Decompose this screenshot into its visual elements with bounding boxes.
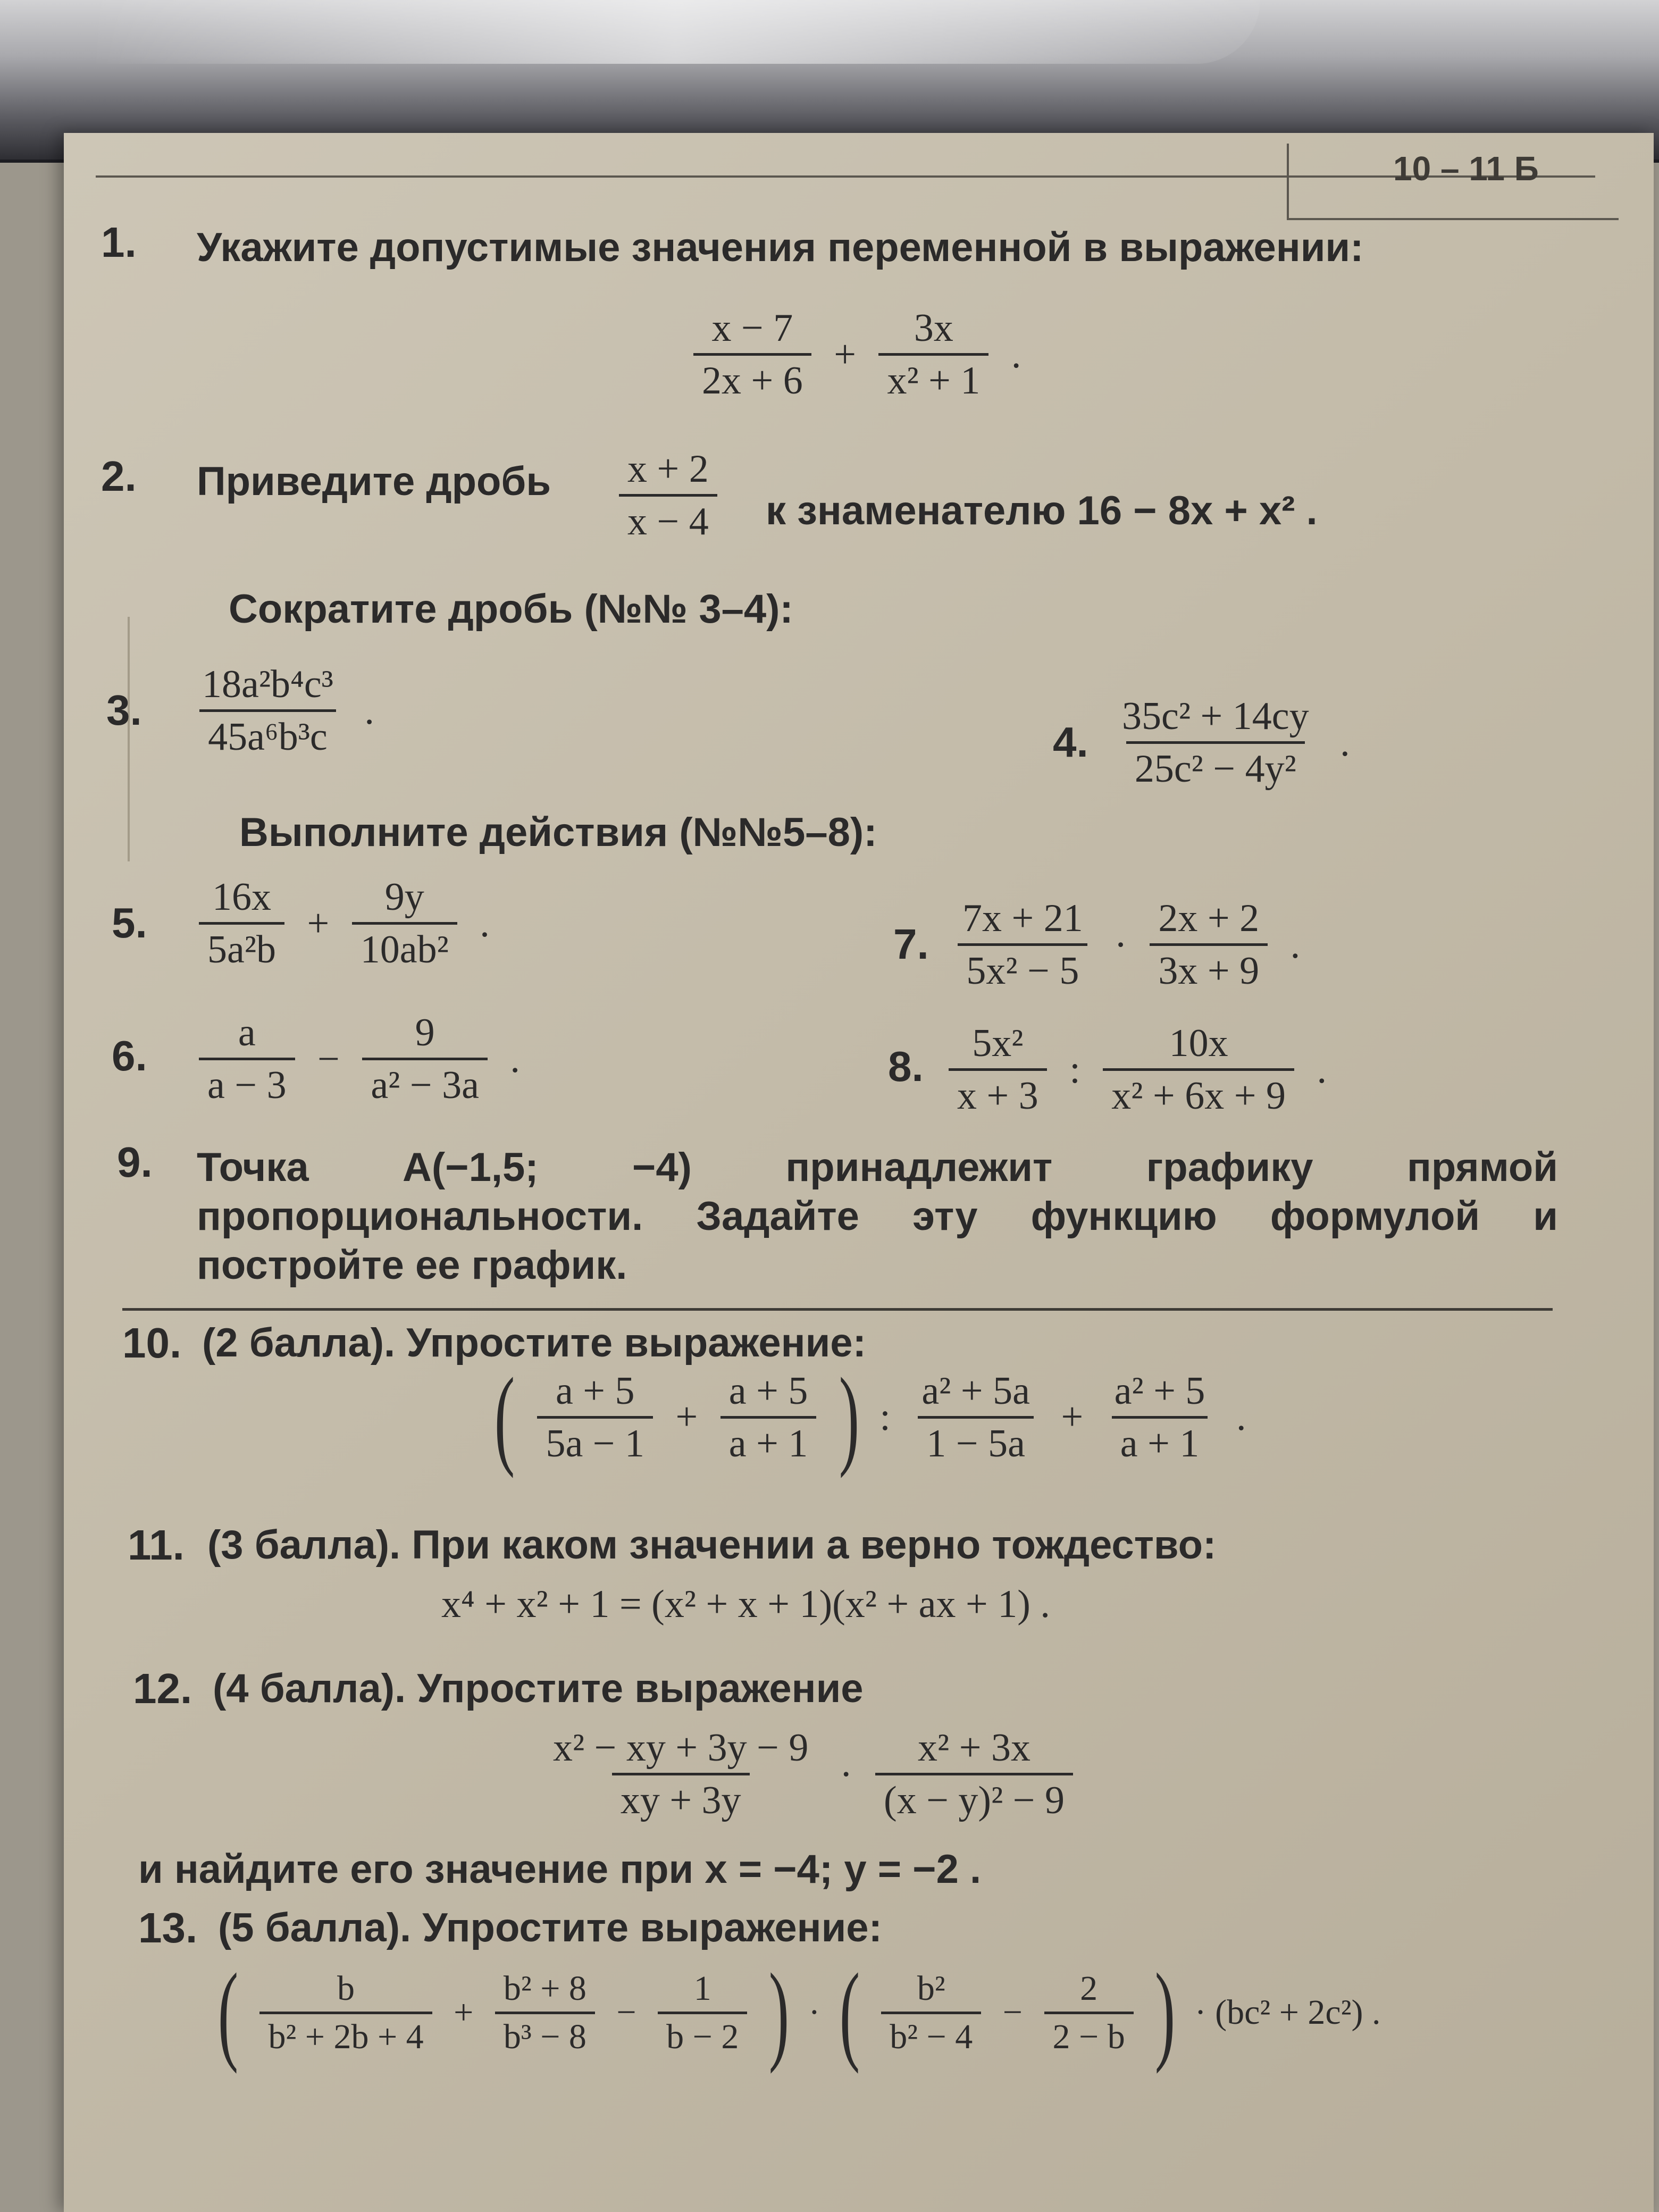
side-rule — [128, 617, 130, 861]
task-10-text: (2 балла). Упростите выражение: — [202, 1320, 866, 1365]
task-6-number: 6. — [112, 1032, 147, 1079]
task-1-text: Укажите допустимые значения переменной в выражении: — [197, 225, 1364, 270]
task-7-number: 7. — [893, 920, 929, 968]
task-11-text: (3 балла). При каком значении a верно тождество: — [207, 1522, 1217, 1568]
fraction: $\frac{2}{2 - b}$ — [1044, 1971, 1134, 2055]
fraction: $\frac{\text{5x²}}{x + 3}$ — [949, 1024, 1047, 1116]
task-12-number: 12. — [133, 1665, 192, 1712]
section-actions-heading: Выполните действия (№№5–8): — [239, 810, 877, 855]
task-8-expression: $\frac{\text{5x²}}{x + 3}$ : $\frac{10x}{\text{x² + 6x + 9}}$ . — [941, 1024, 1332, 1116]
task-12-expression: $\frac{\text{x² − xy + 3y − 9}}{xy + 3y}$ · $\frac{\text{x² + 3x}}{\text{(x − y)² − 9}}$ — [537, 1728, 1080, 1820]
task-7-expression: $\frac{7x + 21}{\text{5x² − 5}}$ · $\frac{2x + 2}{3x + 9}$ . — [946, 899, 1305, 991]
section-divider — [122, 1308, 1553, 1311]
task-5-expression: $\frac{16x}{\text{5a²b}}$ + $\frac{9y}{\text{10ab²}}$ . — [191, 877, 495, 969]
task-12-tail: и найдите его значение при x = −4; y = −2 . — [138, 1847, 982, 1892]
fraction: $\frac{\text{x² + 3x}}{\text{(x − y)² − 9}}$ — [875, 1728, 1073, 1820]
fraction: $\frac{a + 5}{5a - 1}$ — [537, 1371, 653, 1463]
task-2-fraction — [611, 449, 725, 541]
task-5-number: 5. — [112, 899, 147, 946]
cover-sheen — [90, 0, 1260, 64]
fraction: $\frac{16x}{\text{5a²b}}$ — [199, 877, 284, 969]
corner-label: 10 – 11 Б — [1393, 149, 1539, 188]
task-9-number: 9. — [117, 1138, 153, 1186]
task-3-number: 3. — [106, 686, 142, 734]
task-13-expression: ( $\frac{b}{\text{b² + 2b + 4}}$ + $\frac{\text{b² + 8}}{\text{b³ − 8}}$ − $\frac{1}{b - 2}$ ) · ( $\frac{\text{b²}}{\text{b² − 4}}$ − $\frac{2}{2 - b}$ ) · (bc² + 2c²) . — [217, 1951, 1381, 2074]
task-13-text: (5 балла). Упростите выражение: — [218, 1905, 882, 1950]
fraction: $\frac{\text{a² + 5}}{a + 1}$ — [1106, 1371, 1214, 1463]
task-4-number: 4. — [1053, 718, 1088, 766]
task-2-text-a: Приведите дробь — [197, 459, 551, 504]
fraction: $\frac{\text{b²}}{\text{b² − 4}}$ — [881, 1971, 981, 2055]
fraction: $\frac{x + 2}{x - 4}$ — [619, 449, 717, 541]
task-11-number: 11. — [128, 1521, 185, 1569]
fraction: $\frac{x - 7}{2x + 6}$ — [693, 308, 811, 400]
task-2-number: 2. — [101, 453, 137, 500]
task-8-number: 8. — [888, 1043, 924, 1090]
task-1-number: 1. — [101, 219, 137, 266]
fraction: $\frac{1}{b - 2}$ — [658, 1971, 747, 2055]
fraction: $\frac{\text{b² + 8}}{\text{b³ − 8}}$ — [495, 1971, 595, 2055]
fraction: $\frac{3x}{\text{x² + 1}}$ — [878, 308, 988, 400]
fraction: $\frac{\text{35c² + 14cy}}{\text{25c² − 4y²}}$ — [1122, 694, 1309, 791]
fraction: $\frac{2x + 2}{3x + 9}$ — [1150, 899, 1268, 991]
task-11-formula: x⁴ + x² + 1 = (x² + x + 1)(x² + ax + 1) . — [441, 1582, 1050, 1626]
fraction: $\frac{\text{18a²b⁴c³}}{\text{45a⁶b³c}}$ — [194, 665, 342, 757]
fraction: $\frac{a + 5}{a + 1}$ — [720, 1371, 817, 1463]
task-4-expression: $\frac{\text{35c² + 14cy}}{\text{25c² − 4y²}}$ . — [1106, 697, 1355, 789]
fraction: $\frac{10x}{\text{x² + 6x + 9}}$ — [1103, 1024, 1294, 1116]
section-reduce-heading: Сократите дробь (№№ 3–4): — [229, 586, 793, 632]
task-12-text: (4 балла). Упростите выражение — [213, 1666, 864, 1711]
fraction: $\frac{9y}{\text{10ab²}}$ — [352, 877, 457, 969]
task-3-expression: $\frac{\text{18a²b⁴c³}}{\text{45a⁶b³c}}$ . — [186, 665, 380, 757]
task-2-text-b: к знаменателю 16 − 8x + x² . — [766, 488, 1318, 533]
fraction: $\frac{\text{a² + 5a}}{1 - 5a}$ — [913, 1371, 1038, 1463]
task-10-expression: ( $\frac{a + 5}{5a - 1}$ + $\frac{a + 5}{a + 1}$ ) : $\frac{\text{a² + 5a}}{1 - 5a}$ + $\frac{\text{a² + 5}}{a + 1}$ . — [494, 1355, 1246, 1479]
task-6-expression: $\frac{a}{a - 3}$ − $\frac{9}{\text{a² − 3a}}$ . — [191, 1013, 525, 1105]
fraction: $\frac{a}{a - 3}$ — [199, 1013, 295, 1105]
fraction: $\frac{7x + 21}{\text{5x² − 5}}$ — [954, 899, 1092, 991]
fraction: $\frac{9}{\text{a² − 3a}}$ — [362, 1013, 488, 1105]
task-1-expression: $\frac{x - 7}{2x + 6}$ + $\frac{3x}{\text{x² + 1}}$ . — [686, 308, 1026, 400]
task-9-text: Точка A(−1,5; −4) принадлежит графику прямой пропорциональности. Задайте эту функцию формулой и постройте ее график. — [197, 1145, 1558, 1288]
fraction: $\frac{\text{x² − xy + 3y − 9}}{xy + 3y}$ — [553, 1726, 809, 1822]
task-10-number: 10. — [122, 1319, 182, 1367]
task-13-number: 13. — [138, 1904, 198, 1951]
fraction: $\frac{b}{\text{b² + 2b + 4}}$ — [259, 1971, 432, 2055]
